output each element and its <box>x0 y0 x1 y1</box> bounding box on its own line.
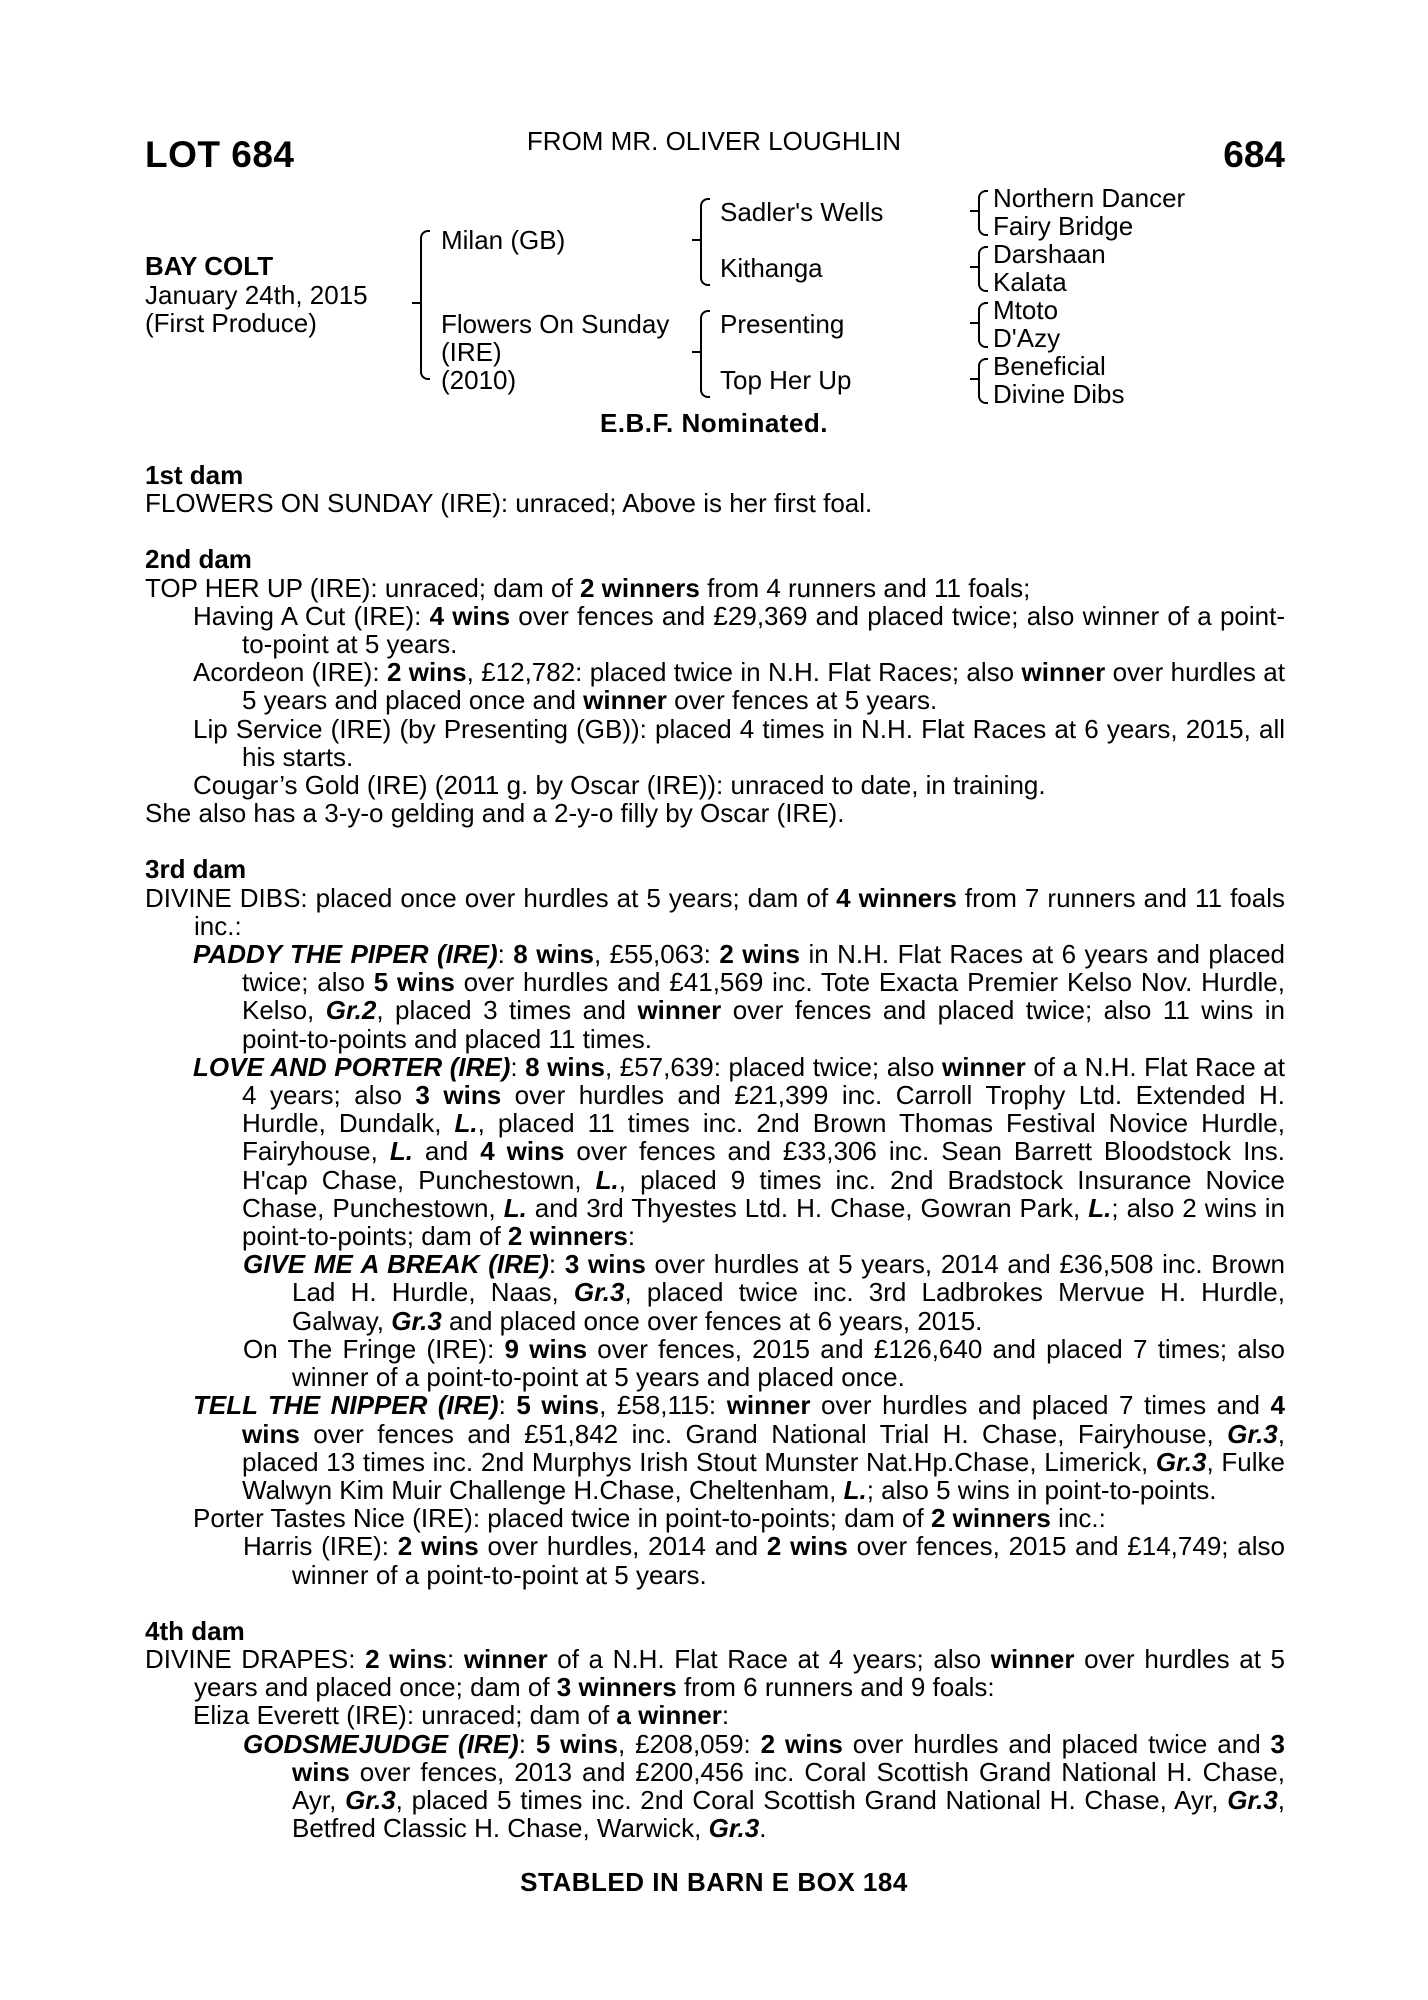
produce-entry: TELL THE NIPPER (IRE): 5 wins, £58,115: winner over hurdles and placed 7 times and 4 wins over fences and £51,842 inc. Grand National Trial H. Chase, Fairyhouse, Gr.3, placed 13 times inc. 2nd Murphys Irish Stout Munster Nat.Hp.Chase, Limerick, Gr.3, Fulke Walwyn Kim Muir Challenge H.Chase, Cheltenham, L.; also 5 wins in point-to-points. <box>193 1390 1285 1505</box>
dss: Mtoto <box>993 295 1059 325</box>
sdd: Kalata <box>993 267 1067 297</box>
sire: Milan (GB) <box>441 225 566 255</box>
dam3-entry: DIVINE DIBS: placed once over hurdles at 5 years; dam of 4 winners from 7 runners and 11 foals inc.: <box>145 882 1285 941</box>
lot-label: LOT 684 <box>145 134 295 175</box>
dam-line1: Flowers On Sunday <box>441 309 670 339</box>
lot-number: 684 <box>1223 134 1285 175</box>
produce-note: She also has a 3-y-o gelding and a 2-y-o filly by Oscar (IRE). <box>145 798 845 829</box>
produce-entry: LOVE AND PORTER (IRE): 8 wins, £57,639: placed twice; also winner of a N.H. Flat Race at 4 years; also 3 wins over hurdles and £21,399 inc. Carroll Trophy Ltd. Extended H. Hurdle, Dundalk, L., placed 11 times inc. 2nd Brown Thomas Festival Novice Hurdle, Fairyhouse, L. and 4 wins over fences and £33,306 inc. Sean Barrett Bloodstock Ins. H'cap Chase, Punchestown, L., placed 9 times inc. 2nd Bradstock Insurance Novice Chase, Punchestown, L. and 3rd Thyestes Ltd. H. Chase, Gowran Park, L.; also 2 wins in point-to-points; dam of 2 winners: <box>193 1051 1285 1252</box>
produce-entry: Eliza Everett (IRE): unraced; dam of a winner: <box>193 1700 730 1731</box>
stabling-info: STABLED IN BARN E BOX 184 <box>520 1867 908 1897</box>
produce-entry: Acordeon (IRE): 2 wins, £12,782: placed twice in N.H. Flat Races; also winner over hurdles at 5 years and placed once and winner over fences at 5 years. <box>193 657 1285 716</box>
dam-dam: Top Her Up <box>720 365 852 395</box>
produce-entry: Harris (IRE): 2 wins over hurdles, 2014 and 2 wins over fences, 2015 and £14,749; also winner of a point-to-point at 5 years. <box>243 1531 1285 1590</box>
produce-entry: GODSMEJUDGE (IRE): 5 wins, £208,059: 2 wins over hurdles and placed twice and 3 wins over fences, 2013 and £200,456 inc. Coral Scottish Grand National H. Chase, Ayr, Gr.3, placed 5 times inc. 2nd Coral Scottish Grand National H. Chase, Ayr, Gr.3, Betfred Classic H. Chase, Warwick, Gr.3. <box>243 1728 1286 1844</box>
consignor: FROM MR. OLIVER LOUGHLIN <box>526 126 902 156</box>
sire-dam: Kithanga <box>720 253 823 283</box>
dam4-entry: DIVINE DRAPES: 2 wins: winner of a N.H. Flat Race at 4 years; also winner over hurdles at 5 years and placed once; dam of 3 winners from 6 runners and 9 foals: <box>145 1643 1286 1703</box>
dam2-entry: TOP HER UP (IRE): unraced; dam of 2 winners from 4 runners and 11 foals; <box>145 572 1031 603</box>
dds: Beneficial <box>993 351 1106 381</box>
produce-entry: GIVE ME A BREAK (IRE): 3 wins over hurdles at 5 years, 2014 and £36,508 inc. Brown Lad H. Hurdle, Naas, Gr.3, placed twice inc. 3rd Ladbrokes Mervue H. Hurdle, Galway, Gr.3 and placed once over fences at 6 years, 2015. <box>243 1249 1285 1336</box>
ebf-nomination: E.B.F. Nominated. <box>599 408 829 438</box>
section-title: 2nd dam <box>145 544 252 575</box>
section-title: 3rd dam <box>145 854 247 885</box>
catalogue-body <box>145 461 1285 1842</box>
dam-line3: (2010) <box>441 365 517 395</box>
produce-entry: On The Fringe (IRE): 9 wins over fences, 2015 and £126,640 and placed 7 times; also winner of a point-to-point at 5 years and placed once. <box>243 1333 1285 1393</box>
produce-entry: PADDY THE PIPER (IRE): 8 wins, £55,063: 2 wins in N.H. Flat Races at 6 years and placed twice; also 5 wins over hurdles and £41,569 inc. Tote Exacta Premier Kelso Nov. Hurdle, Kelso, Gr.2, placed 3 times and winner over fences and placed twice; also 11 wins in point-to-points and placed 11 times. <box>193 939 1285 1054</box>
sss: Northern Dancer <box>993 183 1186 213</box>
pedigree-brace <box>420 230 430 380</box>
section-title: 4th dam <box>145 1615 245 1646</box>
section-title: 1st dam <box>145 460 244 490</box>
horse-foaled: January 24th, 2015 <box>145 280 368 310</box>
sds: Darshaan <box>993 239 1106 269</box>
produce-entry: Porter Tastes Nice (IRE): placed twice in point-to-points; dam of 2 winners inc.: <box>193 1503 1106 1534</box>
ddd: Divine Dibs <box>993 379 1125 409</box>
ssd: Fairy Bridge <box>993 211 1134 241</box>
dam1-text: FLOWERS ON SUNDAY (IRE): unraced; Above is her first foal. <box>145 488 873 519</box>
dam-line2: (IRE) <box>441 337 502 367</box>
sire-sire: Sadler's Wells <box>720 197 884 227</box>
produce-entry: Lip Service (IRE) (by Presenting (GB)): placed 4 times in N.H. Flat Races at 6 years, 2015, all his starts. <box>193 713 1285 772</box>
dsd: D'Azy <box>993 323 1061 353</box>
horse-note: (First Produce) <box>145 308 317 338</box>
dam-sire: Presenting <box>720 309 845 339</box>
horse-description: BAY COLT <box>145 251 274 281</box>
produce-entry: Cougar’s Gold (IRE) (2011 g. by Oscar (IRE)): unraced to date, in training. <box>193 770 1046 801</box>
produce-entry: Having A Cut (IRE): 4 wins over fences and £29,369 and placed twice; also winner of a point-to-point at 5 years. <box>193 600 1285 660</box>
